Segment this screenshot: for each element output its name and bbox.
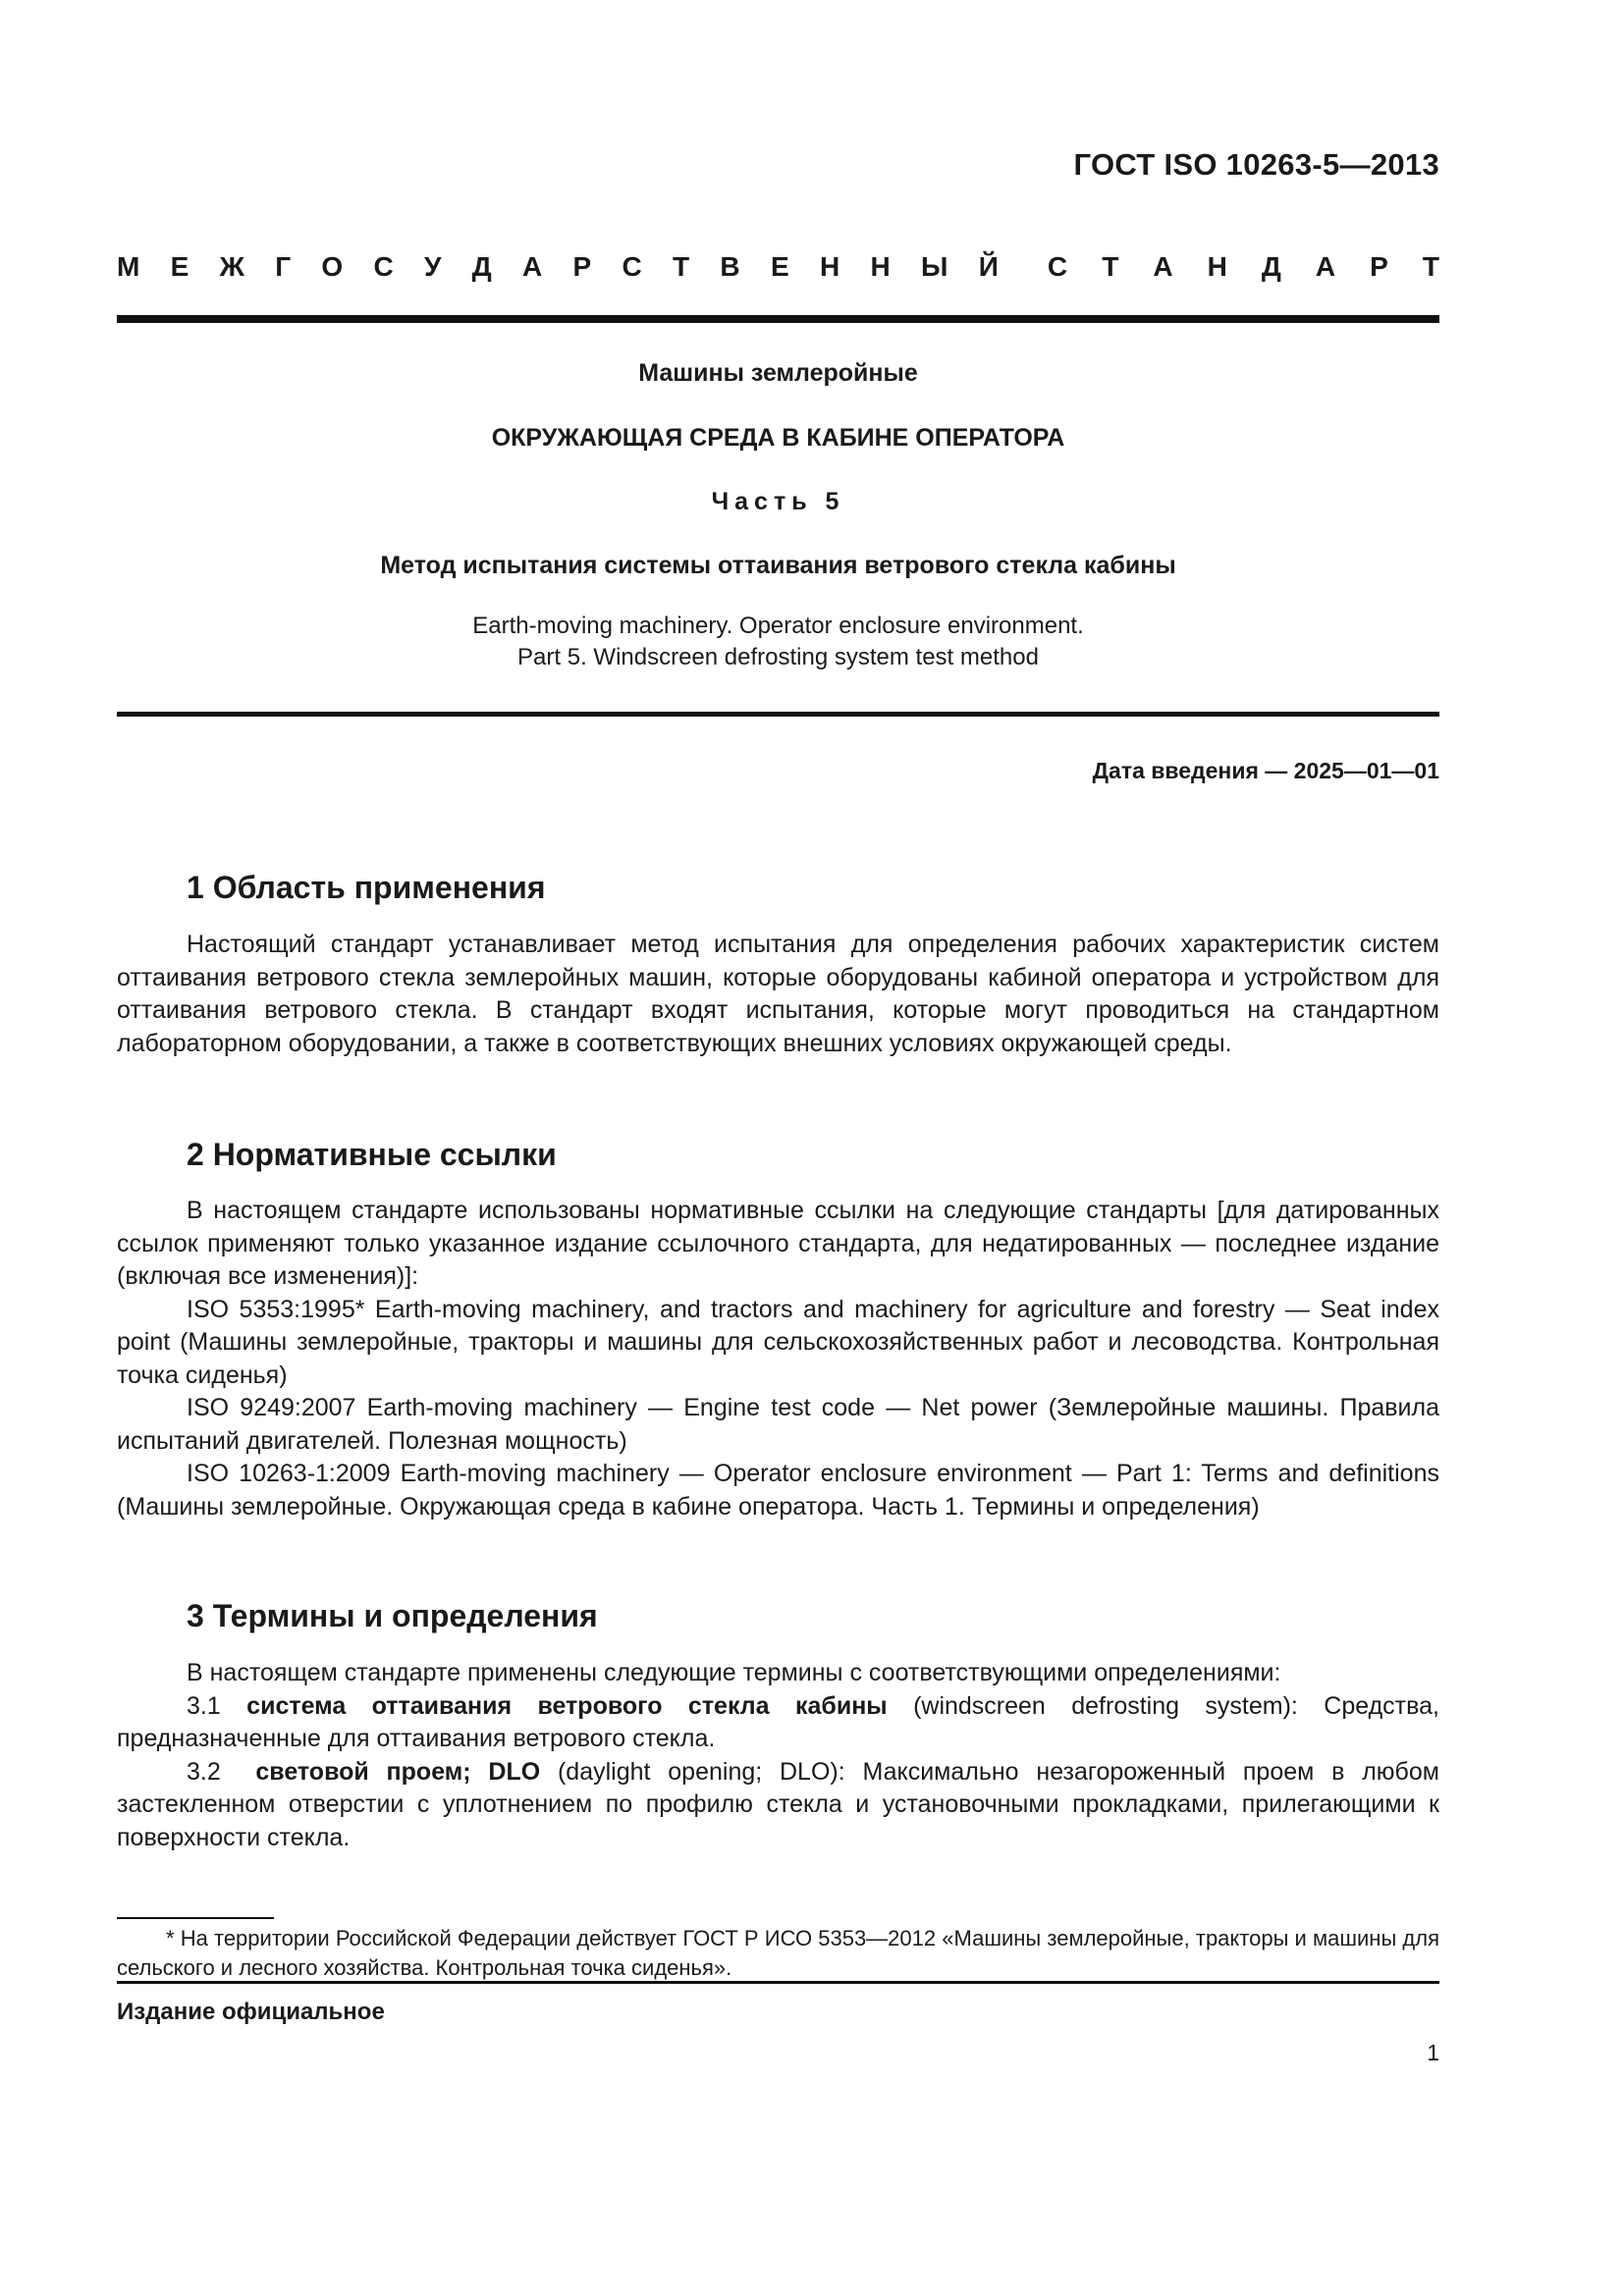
section-1-paragraph: Настоящий стандарт устанавливает метод испытания для определения рабочих характеристик систем оттаивания ветрового стекла землеройных машин, которые оборудованы кабиной оператора и устройством для оттаивания ветрового стекла. В стандарт входят испытания, которые могут проводиться на стандартном лабораторном оборудовании, а также в соответствующих внешних условиях окружающей среды. xyxy=(117,931,1439,1057)
banner-letter: Ы xyxy=(921,251,948,282)
page-number: 1 xyxy=(1427,2040,1439,2065)
title-english-line2: Part 5. Windscreen defrosting system test method xyxy=(517,644,1039,670)
banner-letter: С xyxy=(1047,251,1068,282)
section-3-title: 3 Термины и определения xyxy=(187,1598,598,1633)
banner-letter: А xyxy=(1153,251,1173,282)
banner-letter: Р xyxy=(1370,251,1388,282)
official-edition: Издание официальное xyxy=(117,1999,385,2025)
footnote-rule xyxy=(117,1917,274,1919)
footer-rule xyxy=(117,1981,1439,1984)
title-english-line1: Earth-moving machinery. Operator enclosure environment. xyxy=(472,613,1084,639)
banner-word-standard xyxy=(1048,251,1439,283)
footnote: * На территории Российской Федерации действует ГОСТ Р ИСО 5353—2012 «Машины землеройные, тракторы и машины для сельского и лесного хозяйства. Контрольная точка сиденья». xyxy=(117,1926,1439,1980)
term-3-2-number: 3.2 xyxy=(187,1757,221,1786)
term-3-1-number: 3.1 xyxy=(187,1691,221,1720)
title-subtitle: Метод испытания системы оттаивания ветрового стекла кабины xyxy=(380,552,1176,579)
standard-number: ГОСТ ISO 10263-5—2013 xyxy=(1073,147,1439,182)
banner-letter: Т xyxy=(1422,251,1439,282)
banner-letter: Т xyxy=(673,251,690,282)
section-2-paragraph: В настоящем стандарте использованы нормативные ссылки на следующие стандарты [для датированных ссылок применяют только указанное издание ссылочного стандарта, для недатированных — последнее издание (включая все изменения)]: xyxy=(117,1197,1439,1290)
term-3-2 xyxy=(117,1756,1439,1855)
section-1-body xyxy=(117,929,1439,1060)
title-group: Машины землеройные xyxy=(638,359,918,387)
banner-letter: Г xyxy=(275,251,292,282)
banner-letter: Н xyxy=(1207,251,1227,282)
title-main: ОКРУЖАЮЩАЯ СРЕДА В КАБИНЕ ОПЕРАТОРА xyxy=(491,424,1065,452)
banner-letter: Д xyxy=(471,251,492,282)
banner-letter: А xyxy=(1315,251,1336,282)
term-3-2-term: световой проем; DLO xyxy=(255,1757,541,1786)
reference-iso-5353: ISO 5353:1995* Earth-moving machinery, and tractors and machinery for agriculture and forestry — Seat index point (Машины землеройные, тракторы и машины для сельскохозяйственных работ и лесоводства. Контрольная точка сиденья) xyxy=(117,1295,1439,1389)
section-3-body xyxy=(117,1657,1439,1854)
term-3-1 xyxy=(117,1690,1439,1756)
banner-letter: Ж xyxy=(219,251,244,282)
term-3-1-definition: (windscreen defrosting system): Средства, предназначенные для оттаивания ветрового стекла. xyxy=(117,1691,1439,1752)
introduction-date: Дата введения — 2025—01—01 xyxy=(1092,758,1439,783)
banner-letter: Е xyxy=(170,251,189,282)
interstate-standard-banner xyxy=(117,251,1439,283)
banner-letter: Е xyxy=(770,251,789,282)
section-3-paragraph: В настоящем стандарте применены следующие термины с соответствующими определениями: xyxy=(187,1659,1281,1686)
banner-letter: С xyxy=(622,251,642,282)
section-2-body xyxy=(117,1195,1439,1523)
banner-letter: С xyxy=(373,251,394,282)
header-rule xyxy=(117,315,1439,323)
banner-letter: В xyxy=(720,251,740,282)
reference-iso-9249: ISO 9249:2007 Earth-moving machinery — Engine test code — Net power (Землеройные машины. Правила испытаний двигателей. Полезная мощность) xyxy=(117,1394,1439,1455)
term-3-2-definition: (daylight opening; DLO): Максимально незагороженный проем в любом застекленном отверстии с уплотнением по профилю стекла и установочными прокладками, прилегающими к поверхности стекла. xyxy=(117,1757,1439,1851)
banner-letter: Д xyxy=(1261,251,1281,282)
title-english xyxy=(117,611,1439,673)
banner-letter: Н xyxy=(819,251,840,282)
title-rule xyxy=(117,712,1439,717)
title-part: Часть 5 xyxy=(711,488,845,515)
term-3-1-term: система оттаивания ветрового стекла кабины xyxy=(246,1691,888,1720)
banner-word-interstate xyxy=(117,251,999,283)
banner-letter: Р xyxy=(572,251,592,282)
banner-letter: У xyxy=(424,251,442,282)
banner-letter: О xyxy=(321,251,344,282)
section-2-title: 2 Нормативные ссылки xyxy=(187,1137,557,1172)
banner-letter: М xyxy=(117,251,140,282)
banner-letter: Т xyxy=(1102,251,1119,282)
section-1-title: 1 Область применения xyxy=(187,870,546,905)
reference-iso-10263-1: ISO 10263-1:2009 Earth-moving machinery — Operator enclosure environment — Part 1: Terms and definitions (Машины землеройные. Окружающая среда в кабине оператора. Часть 1. Термины и определения) xyxy=(117,1460,1439,1521)
banner-letter: Й xyxy=(978,251,999,282)
banner-letter: А xyxy=(521,251,543,282)
banner-letter: Н xyxy=(870,251,891,282)
